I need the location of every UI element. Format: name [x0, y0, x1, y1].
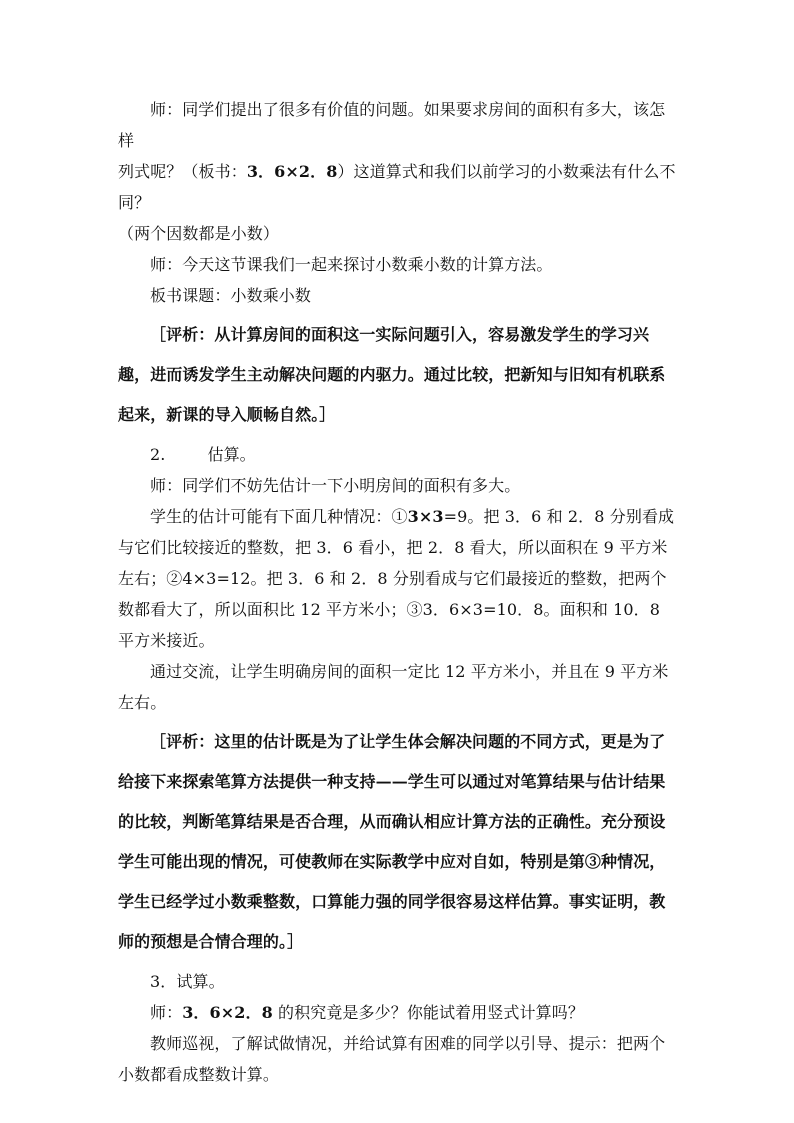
teacher-question-line-2	[118, 156, 678, 218]
estimation-intro: 学生的估计可能有下面几种情况：①	[150, 507, 408, 526]
trial-formula: 3．6×2．8	[182, 1003, 273, 1022]
teacher-guidance: 教师巡视，了解试做情况，并给试算有困难的同学以引导、提示：把两个小数都看成整数计算。	[118, 1034, 666, 1084]
section-trial-calculation: 3．试算。	[150, 972, 225, 991]
section-number: 2.	[150, 445, 166, 464]
section-estimation-heading	[118, 439, 678, 470]
estimation-details: =9。把 3．6 和 2．8 分别看成与它们比较接近的整数，把 3．6 看小，把 2．8 看大，所以面积在 9 平方米左右；②4×3=12。把 3．6 和 2．8 分别看成与它们最接近的整数，把两个数都看大了，所以面积比 12 平方米小；③3．6×3=10．8。面积和 10．8 平方米接近。	[118, 507, 675, 650]
estimation-case-one: 3×3	[407, 507, 444, 526]
teacher-question-prefix: 列式呢？（板书：	[118, 162, 247, 181]
teacher-trial-question	[118, 997, 678, 1028]
board-formula: 3．6×2．8	[246, 162, 338, 181]
section-title: 估算。	[207, 445, 256, 464]
commentary-estimation: ［评析：这里的估计既是为了让学生体会解决问题的不同方式，更是为了给接下来探索笔算方法提供一种支持——学生可以通过对笔算结果与估计结果的比较，判断笔算结果是否合理，从而确认相应计算方法的正确性。充分预设学生可能出现的情况，可使教师在实际教学中应对自如，特别是第③种情况，学生已经学过小数乘整数，口算能力强的同学很容易这样估算。事实证明，教师的预想是合情合理的。］	[118, 732, 666, 951]
lesson-title: 板书课题：小数乘小数	[150, 286, 312, 305]
trial-question: 的积究竟是多少？你能试着用竖式计算吗？	[272, 1003, 584, 1022]
document-body	[118, 94, 678, 1090]
teacher-question-line-1: 师：同学们提出了很多有价值的问题。如果要求房间的面积有多大，该怎样	[118, 100, 666, 150]
teacher-question-suffix: ）这道算式和我们以前学习的小数乘法有什么不同？	[118, 162, 676, 212]
teacher-estimation-prompt: 师：同学们不妨先估计一下小明房间的面积有多大。	[150, 476, 521, 495]
exchange-conclusion: 通过交流，让学生明确房间的面积一定比 12 平方米小，并且在 9 平方米左右。	[118, 662, 669, 712]
estimation-cases	[118, 501, 678, 656]
commentary-intro: ［评析：从计算房间的面积这一实际问题引入，容易激发学生的学习兴趣，进而诱发学生主动解决问题的内驱力。通过比较，把新知与旧知有机联系起来，新课的导入顺畅自然。］	[118, 325, 666, 424]
teacher-statement: 师：今天这节课我们一起来探讨小数乘小数的计算方法。	[150, 255, 553, 274]
student-answer: （两个因数都是小数）	[118, 224, 280, 243]
teacher-label: 师：	[150, 1003, 183, 1022]
